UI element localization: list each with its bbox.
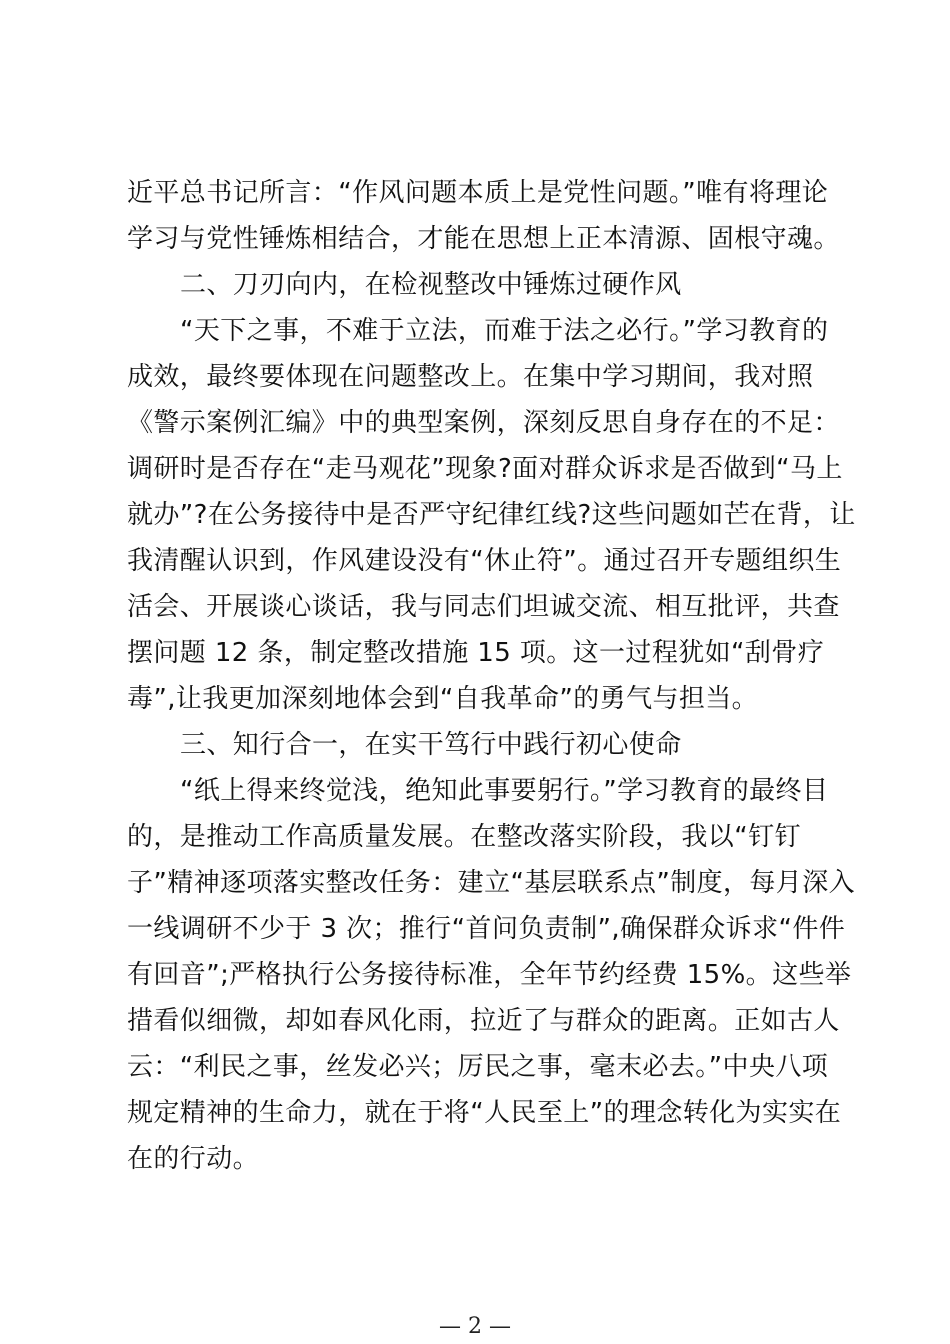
text-line: 活会、开展谈心谈话，我与同志们坦诚交流、相互批评，共查 [127, 592, 840, 622]
text-line: 《警示案例汇编》中的典型案例，深刻反思自身存在的不足： [127, 408, 840, 438]
text-line: 调研时是否存在“走马观花”现象?面对群众诉求是否做到“马上 [127, 454, 843, 484]
text-line: 摆问题 12 条，制定整改措施 15 项。这一过程犹如“刮骨疗 [127, 638, 825, 668]
text-line: 学习与党性锤炼相结合，才能在思想上正本清源、固根守魂。 [127, 224, 840, 254]
section-heading: 二、刀刃向内，在检视整改中锤炼过硬作风 [180, 270, 682, 300]
text-line: 云：“利民之事，丝发必兴；厉民之事，毫末必去。”中央八项 [127, 1052, 829, 1082]
text-line: 的，是推动工作高质量发展。在整改落实阶段，我以“钉钉 [127, 822, 801, 852]
text-line: 一线调研不少于 3 次；推行“首问负责制”,确保群众诉求“件件 [127, 914, 846, 944]
text-line: “纸上得来终觉浅，绝知此事要躬行。”学习教育的最终目 [180, 776, 829, 806]
text-line: 有回音”;严格执行公务接待标准，全年节约经费 15%。这些举 [127, 960, 852, 990]
text-line: 成效，最终要体现在问题整改上。在集中学习期间，我对照 [127, 362, 814, 392]
text-line: 子”精神逐项落实整改任务：建立“基层联系点”制度，每月深入 [127, 868, 856, 898]
text-line: 毒”,让我更加深刻地体会到“自我革命”的勇气与担当。 [127, 684, 759, 714]
page-number: — 2 — [439, 1314, 511, 1339]
text-line: “天下之事，不难于立法，而难于法之必行。”学习教育的 [180, 316, 829, 346]
text-line: 在的行动。 [127, 1144, 260, 1174]
text-line: 就办”?在公务接待中是否严守纪律红线?这些问题如芒在背，让 [127, 500, 856, 530]
text-line: 规定精神的生命力，就在于将“人民至上”的理念转化为实实在 [127, 1098, 842, 1128]
section-heading: 三、知行合一，在实干笃行中践行初心使命 [180, 730, 682, 760]
text-line: 近平总书记所言：“作风问题本质上是党性问题。”唯有将理论 [127, 178, 829, 208]
text-line: 措看似细微，却如春风化雨，拉近了与群众的距离。正如古人 [127, 1006, 840, 1036]
text-line: 我清醒认识到，作风建设没有“休止符”。通过召开专题组织生 [127, 546, 842, 576]
